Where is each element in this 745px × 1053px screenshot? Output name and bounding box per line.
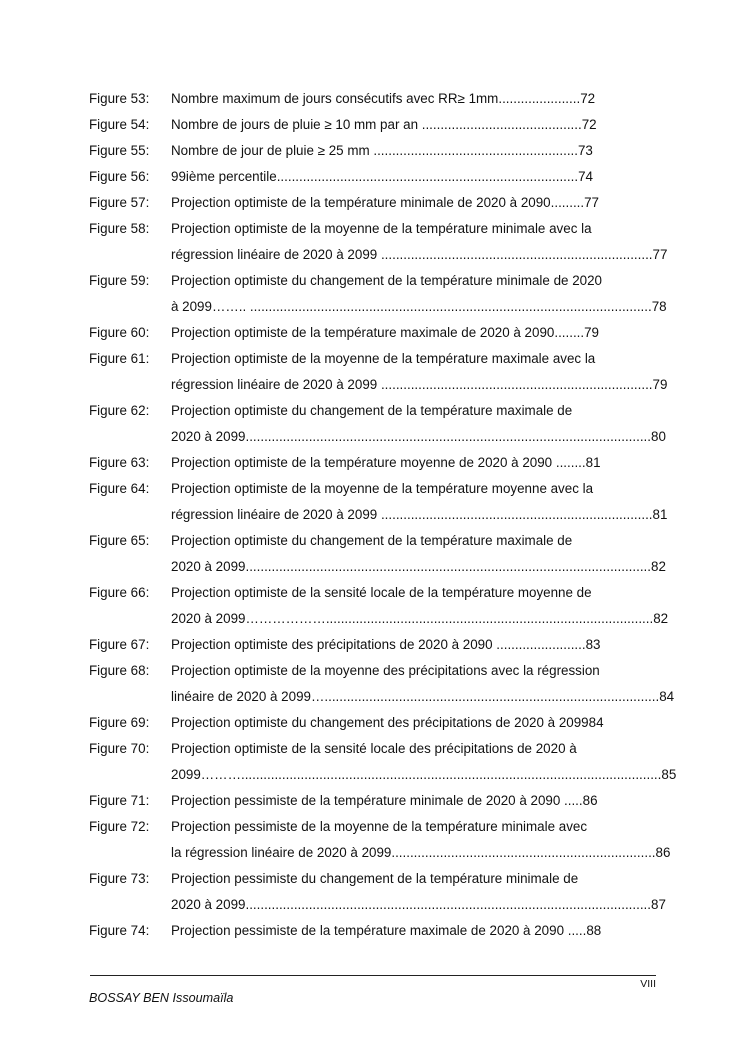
toc-entry <box>89 762 677 788</box>
toc-entry <box>89 502 668 528</box>
figure-label: Figure 61: <box>89 351 150 366</box>
figure-title: régression linéaire de 2020 à 2099 <box>171 247 378 262</box>
toc-entry <box>89 918 657 944</box>
dot-leader: ....................................................................... <box>391 845 656 860</box>
toc-entry <box>89 710 657 736</box>
figure-title: Projection optimiste des précipitations de 2020 à 2090 <box>171 637 493 652</box>
figure-title: Nombre de jours de pluie ≥ 10 mm par an <box>171 117 419 132</box>
figure-title: Nombre maximum de jours consécutifs avec RR≥ 1mm <box>171 91 499 106</box>
toc-entry <box>89 346 657 372</box>
figure-title: 2020 à 2099 <box>171 559 246 574</box>
figure-label: Figure 60: <box>89 325 150 340</box>
dot-leader: ......................................................................... <box>377 247 653 262</box>
dot-leader: ..... <box>564 923 587 938</box>
page-ref: 84 <box>659 689 675 704</box>
toc-entry <box>89 788 657 814</box>
figure-title: Projection optimiste de la température maximale de 2020 à 2090 <box>171 325 555 340</box>
figure-title: Projection optimiste du changement des précipitations de 2020 à 2099 <box>171 715 589 730</box>
figure-label: Figure 64: <box>89 481 150 496</box>
toc-entry <box>89 450 657 476</box>
figure-label: Figure 66: <box>89 585 150 600</box>
page-ref: 77 <box>584 195 600 210</box>
figure-label: Figure 56: <box>89 169 150 184</box>
dot-leader: ........ <box>554 325 585 340</box>
toc-entry <box>89 866 657 892</box>
figure-label: Figure 54: <box>89 117 150 132</box>
figure-label: Figure 71: <box>89 793 150 808</box>
figure-title: régression linéaire de 2020 à 2099 <box>171 377 378 392</box>
figure-title: 2020 à 2099……………… <box>171 611 326 626</box>
figure-title: Projection pessimiste de la température maximale de 2020 à 2090 <box>171 923 565 938</box>
figure-label: Figure 68: <box>89 663 150 678</box>
dot-leader: ................................................................................. <box>276 169 579 184</box>
toc-entry <box>89 242 668 268</box>
figure-title: Projection optimiste de la moyenne de la température moyenne avec la <box>171 481 594 496</box>
page-ref: 82 <box>653 611 669 626</box>
figure-title: Projection optimiste de la température moyenne de 2020 à 2090 <box>171 455 553 470</box>
toc-entry <box>89 476 657 502</box>
toc-entry <box>89 294 667 320</box>
toc-entry <box>89 268 657 294</box>
page-ref: 78 <box>651 299 667 314</box>
toc-entry <box>89 190 657 216</box>
figure-label: Figure 63: <box>89 455 150 470</box>
figure-label: Figure 62: <box>89 403 150 418</box>
page-ref: 79 <box>584 325 600 340</box>
toc-entry <box>89 372 668 398</box>
figure-title: régression linéaire de 2020 à 2099 <box>171 507 378 522</box>
page-number: VIII <box>640 978 656 990</box>
figure-label: Figure 57: <box>89 195 150 210</box>
dot-leader: ....................................................... <box>369 143 578 158</box>
page-ref: 81 <box>652 507 668 522</box>
author-name: BOSSAY BEN Issoumaïla <box>89 991 234 1005</box>
toc-entry <box>89 658 657 684</box>
figure-title: 2099……… <box>171 767 241 782</box>
figure-title: Projection pessimiste de la moyenne de la température minimale avec <box>171 819 588 834</box>
dot-leader: .......................................................................................... <box>324 689 660 704</box>
page-ref: 82 <box>651 559 666 574</box>
dot-leader: ..... <box>560 793 583 808</box>
figure-title: Projection optimiste du changement de la température maximale de <box>171 403 573 418</box>
page-ref: 86 <box>655 845 671 860</box>
figure-title: 2020 à 2099 <box>171 429 246 444</box>
toc-entry <box>89 554 666 580</box>
dot-leader: ......................................................................... <box>377 377 653 392</box>
dot-leader: ............................................................................................................. <box>245 897 651 912</box>
toc-entry <box>89 164 657 190</box>
page-ref: 83 <box>585 637 601 652</box>
toc-entry <box>89 684 675 710</box>
figure-label: Figure 53: <box>89 91 150 106</box>
dot-leader: ............................................................................................................. <box>245 429 651 444</box>
dot-leader: ...................... <box>498 91 581 106</box>
figure-title: Projection optimiste de la moyenne des précipitations avec la régression <box>171 663 600 678</box>
toc-entry <box>89 112 657 138</box>
page-ref: 79 <box>652 377 668 392</box>
figure-title: linéaire de 2020 à 2099… <box>171 689 325 704</box>
page-ref: 85 <box>661 767 677 782</box>
page-ref: 81 <box>585 455 601 470</box>
toc-entry <box>89 320 657 346</box>
dot-leader: ........................................... <box>418 117 582 132</box>
page-ref: 87 <box>651 897 666 912</box>
dot-leader: ........ <box>552 455 586 470</box>
figure-title: Projection optimiste de la sensité locale des précipitations de 2020 à <box>171 741 577 756</box>
page-ref: 86 <box>582 793 598 808</box>
toc-entry <box>89 736 657 762</box>
figure-title: Projection optimiste de la température minimale de 2020 à 2090 <box>171 195 551 210</box>
toc-entry <box>89 528 657 554</box>
toc-entry <box>89 892 666 918</box>
toc-entry <box>89 632 657 658</box>
dot-leader: ........................ <box>492 637 586 652</box>
figure-title: la régression linéaire de 2020 à 2099 <box>171 845 392 860</box>
page-ref: 80 <box>651 429 666 444</box>
dot-leader: ......................................................................... <box>377 507 653 522</box>
page-ref: 73 <box>577 143 593 158</box>
toc-entry <box>89 138 657 164</box>
figure-label: Figure 65: <box>89 533 150 548</box>
figure-title: Projection pessimiste du changement de la température minimale de <box>171 871 579 886</box>
toc-entry <box>89 424 666 450</box>
figure-title: Projection optimiste du changement de la température maximale de <box>171 533 573 548</box>
figure-title: Projection optimiste de la sensité locale de la température moyenne de <box>171 585 592 600</box>
toc-entry <box>89 398 657 424</box>
footer-divider <box>90 975 656 976</box>
page-ref: 88 <box>586 923 602 938</box>
toc-entry <box>89 216 657 242</box>
figure-label: Figure 67: <box>89 637 150 652</box>
figure-title: Nombre de jour de pluie ≥ 25 mm <box>171 143 370 158</box>
figure-title: Projection optimiste de la moyenne de la température maximale avec la <box>171 351 596 366</box>
figure-label: Figure 70: <box>89 741 150 756</box>
toc-entry <box>89 86 657 112</box>
page-ref: 74 <box>578 169 593 184</box>
figure-label: Figure 58: <box>89 221 150 236</box>
figure-label: Figure 74: <box>89 923 150 938</box>
page-ref: 84 <box>588 715 604 730</box>
figure-label: Figure 69: <box>89 715 150 730</box>
page-ref: 72 <box>581 117 597 132</box>
toc-entry <box>89 580 657 606</box>
list-of-figures <box>89 86 677 944</box>
page-ref: 72 <box>580 91 596 106</box>
toc-entry <box>89 814 657 840</box>
figure-title: 99ième percentile <box>171 169 277 184</box>
figure-title: Projection pessimiste de la température minimale de 2020 à 2090 <box>171 793 561 808</box>
figure-title: 2020 à 2099 <box>171 897 246 912</box>
dot-leader: ................................................................................................................. <box>240 767 662 782</box>
dot-leader: ............................................................................................................. <box>245 559 651 574</box>
figure-label: Figure 55: <box>89 143 150 158</box>
figure-title: Projection optimiste de la moyenne de la température minimale avec la <box>171 221 592 236</box>
figure-label: Figure 59: <box>89 273 150 288</box>
dot-leader: ............................................................................................................ <box>246 299 652 314</box>
page-ref: 77 <box>652 247 668 262</box>
toc-entry <box>89 840 671 866</box>
figure-title: Projection optimiste du changement de la température minimale de 2020 <box>171 273 602 288</box>
figure-label: Figure 72: <box>89 819 150 834</box>
figure-label: Figure 73: <box>89 871 150 886</box>
toc-entry <box>89 606 669 632</box>
figure-title: à 2099…….. <box>171 299 247 314</box>
dot-leader: ......... <box>550 195 585 210</box>
dot-leader: ........................................................................................ <box>325 611 654 626</box>
